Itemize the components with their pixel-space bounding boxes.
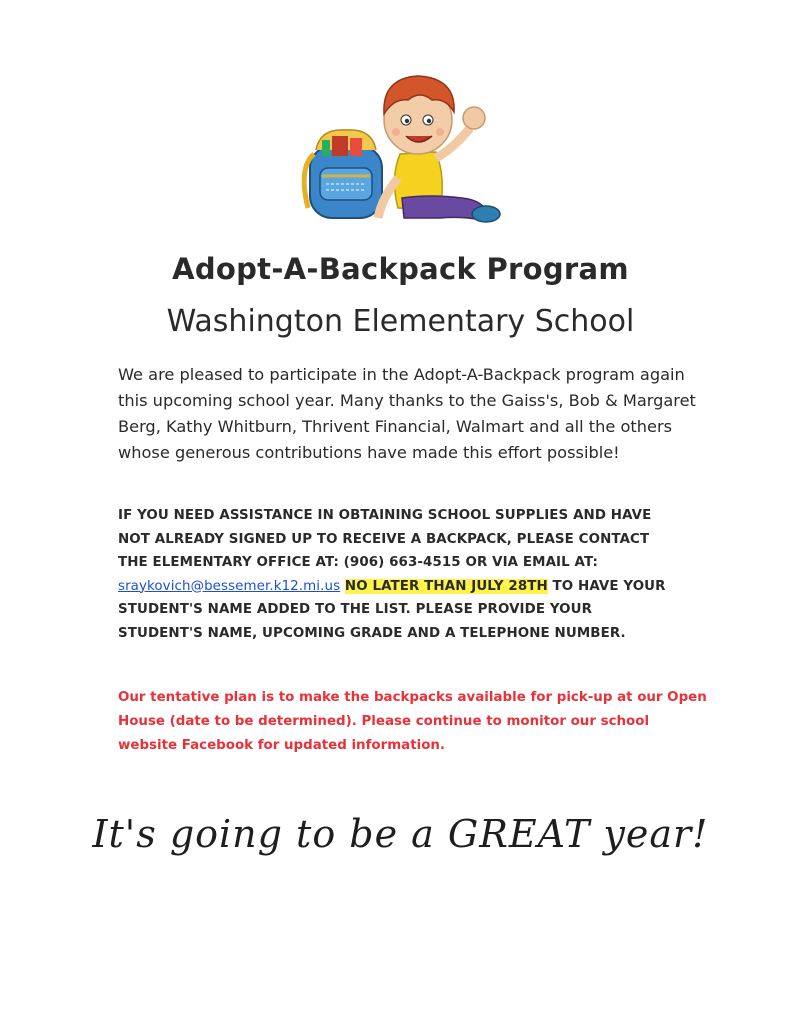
notice-text-part1: IF YOU NEED ASSISTANCE IN OBTAINING SCHOOL SUPPLIES AND HAVE NOT ALREADY SIGNED UP TO RECEIVE A BACKPACK, PLEASE CONTACT THE ELEMENTARY OFFICE AT: (906) 663-4515 OR VIA EMAIL AT: [118,508,652,570]
boy-icon [378,76,500,222]
notice-text-part2: TO HAVE YOUR STUDENT'S NAME ADDED TO THE LIST. PLEASE PROVIDE YOUR STUDENT'S NAME, UPCOMING GRADE AND A TELEPHONE NUMBER. [118,578,666,641]
contact-email-link[interactable]: sraykovich@bessemer.k12.mi.us [118,578,341,594]
boy-with-backpack-illustration [290,58,505,228]
school-name: Washington Elementary School [166,304,635,339]
deadline-highlight: NO LATER THAN JULY 28TH [344,578,548,594]
closing-message: It's going to be a GREAT year! [92,812,709,856]
intro-paragraph: We are pleased to participate in the Adopt-A-Backpack program again this upcoming school year. Many thanks to the Gaiss's, Bob & Margaret Berg, Kathy Whitburn, Thrivent Financial, Walmart and all the others whose generous contributions have made this effort possible! [118,365,696,462]
assistance-notice [118,504,678,645]
tentative-plan: Our tentative plan is to make the backpacks available for pick-up at our Open House (date to be determined). Please continue to monitor our school website Facebook for updated information. [118,690,707,753]
backpack-icon [304,130,382,218]
page-title: Adopt-A-Backpack Program [172,252,629,286]
